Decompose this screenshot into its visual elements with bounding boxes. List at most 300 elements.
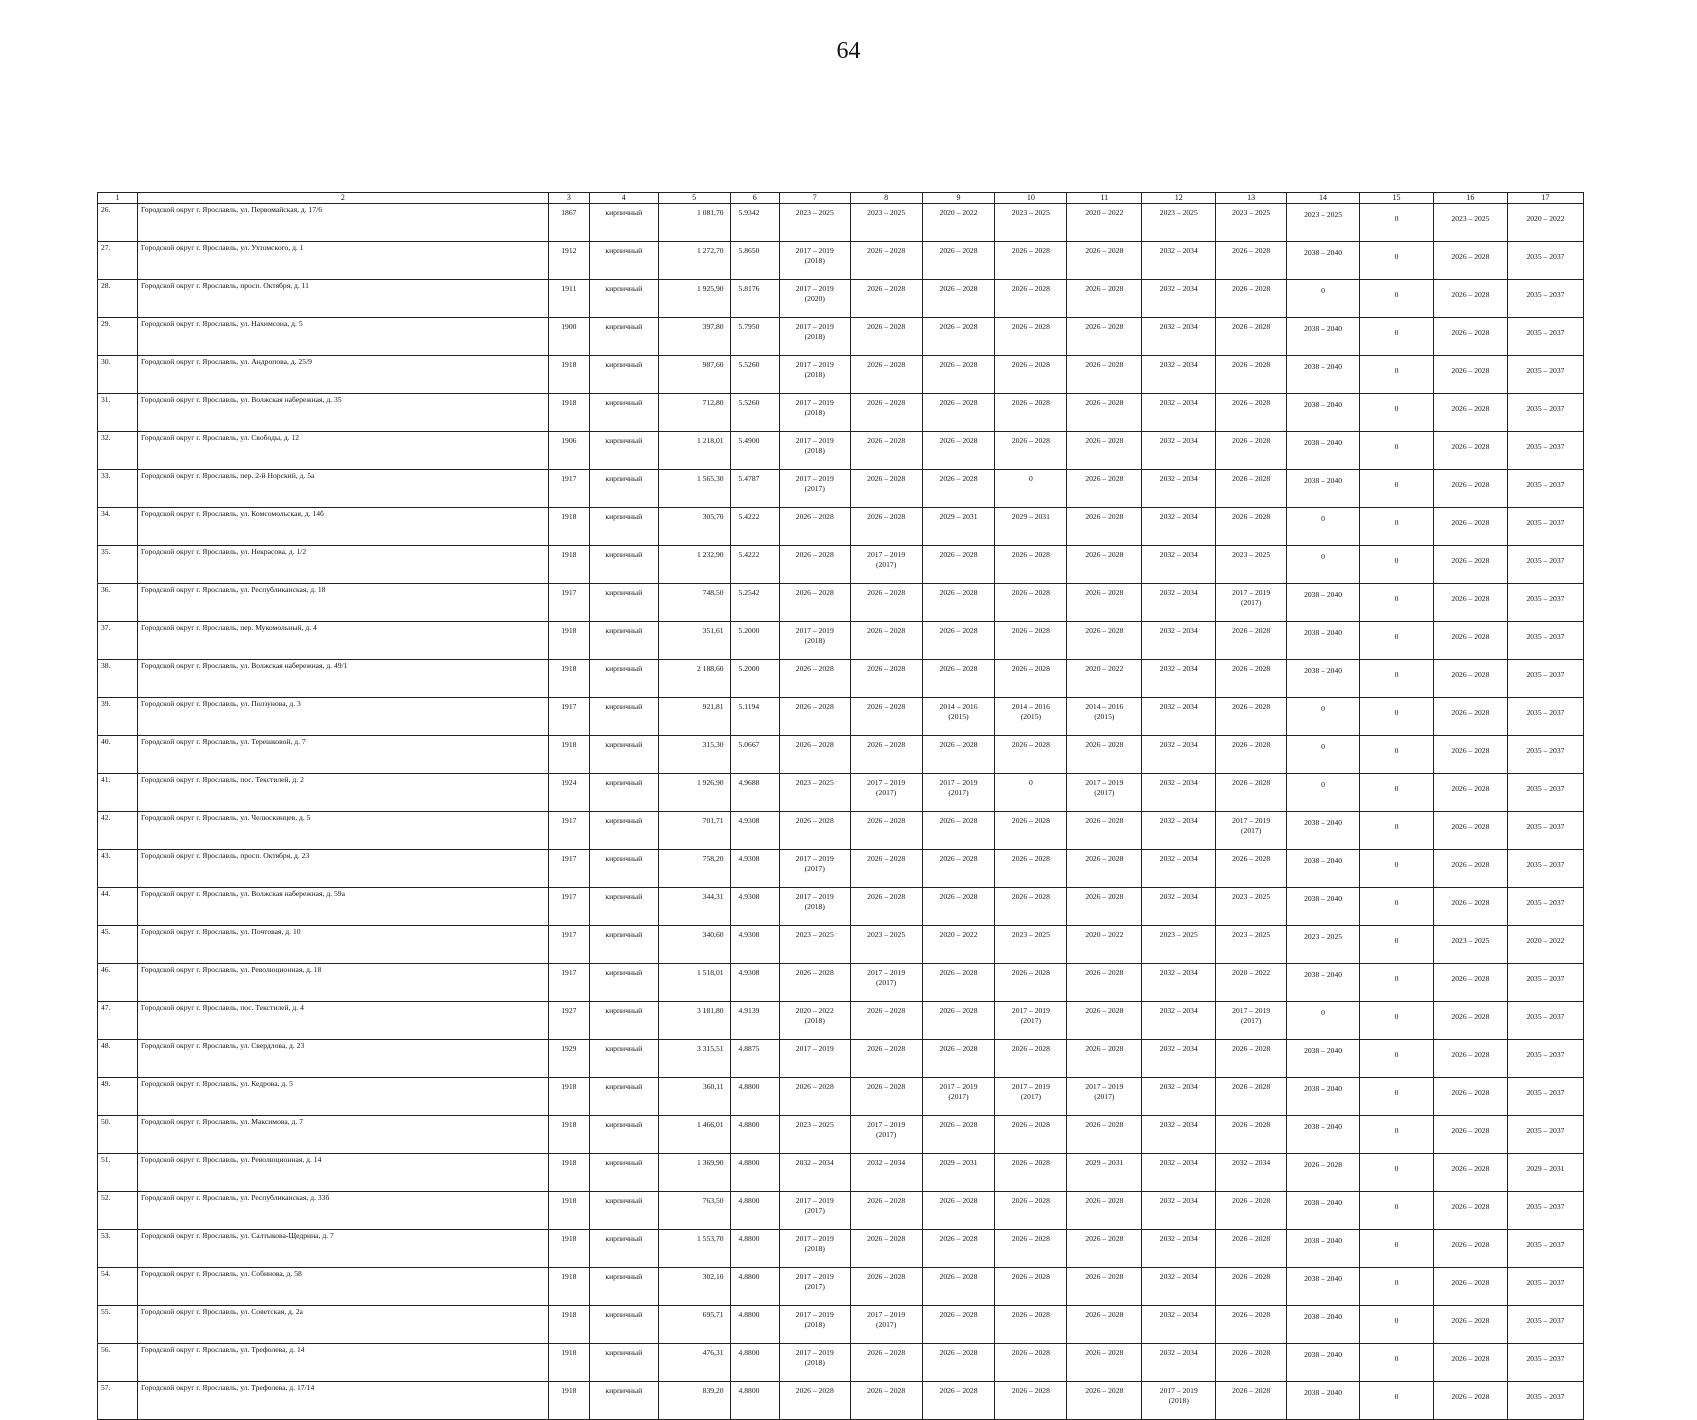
cell-period-col14: 2023 – 2025 (1287, 204, 1360, 242)
cell-address: Городской округ г. Ярославль, просп. Октября, д. 11 (138, 280, 549, 318)
table-row (98, 584, 1584, 622)
housing-table-container (97, 192, 1584, 1420)
cell-value-col15: 0 (1360, 1002, 1434, 1040)
cell-period-col16: 2026 – 2028 (1433, 546, 1507, 584)
cell-period-col13: 2020 – 2022 (1216, 964, 1287, 1002)
cell-period-col14: 2038 – 2040 (1287, 1344, 1360, 1382)
cell-value-col15: 0 (1360, 660, 1434, 698)
cell-period-col9: 2026 – 2028 (922, 1040, 995, 1078)
table-row (98, 470, 1584, 508)
cell-period-col16: 2026 – 2028 (1433, 812, 1507, 850)
cell-period-col8: 2026 – 2028 (850, 736, 922, 774)
cell-value-col15: 0 (1360, 622, 1434, 660)
cell-year-built: 1918 (548, 508, 589, 546)
cell-area: 695,71 (658, 1306, 730, 1344)
cell-period-col10: 2026 – 2028 (995, 812, 1067, 850)
cell-row-number: 34. (98, 508, 138, 546)
cell-period-col10: 2026 – 2028 (995, 1154, 1067, 1192)
cell-period-col11: 2020 – 2022 (1067, 204, 1142, 242)
cell-period-col10: 2026 – 2028 (995, 1230, 1067, 1268)
table-row (98, 660, 1584, 698)
cell-period-col17: 2035 – 2037 (1507, 888, 1583, 926)
cell-period-col17: 2035 – 2037 (1507, 1230, 1583, 1268)
cell-wall-material: кирпичный (589, 698, 658, 736)
table-row (98, 1002, 1584, 1040)
cell-period-col8: 2026 – 2028 (850, 394, 922, 432)
cell-period-col8: 2026 – 2028 (850, 356, 922, 394)
column-header: 1 (98, 193, 138, 204)
cell-period-col16: 2026 – 2028 (1433, 1344, 1507, 1382)
column-header: 12 (1142, 193, 1216, 204)
cell-period-col12: 2032 – 2034 (1142, 1268, 1216, 1306)
cell-period-col11: 2014 – 2016 (2015) (1067, 698, 1142, 736)
cell-year-built: 1867 (548, 204, 589, 242)
cell-period-col12: 2032 – 2034 (1142, 736, 1216, 774)
cell-period-col17: 2035 – 2037 (1507, 774, 1583, 812)
cell-score: 5.2542 (730, 584, 779, 622)
cell-score: 5.4222 (730, 508, 779, 546)
cell-period-col16: 2026 – 2028 (1433, 1230, 1507, 1268)
cell-period-col14: 2038 – 2040 (1287, 1078, 1360, 1116)
cell-period-col8: 2026 – 2028 (850, 508, 922, 546)
column-number-header-row (98, 193, 1584, 204)
cell-period-col10: 2026 – 2028 (995, 1268, 1067, 1306)
housing-table (97, 192, 1584, 1420)
cell-score: 5.4900 (730, 432, 779, 470)
cell-period-col8: 2026 – 2028 (850, 1344, 922, 1382)
cell-period-col11: 2026 – 2028 (1067, 888, 1142, 926)
cell-period-col9: 2026 – 2028 (922, 280, 995, 318)
cell-row-number: 41. (98, 774, 138, 812)
cell-address: Городской округ г. Ярославль, ул. Республиканская, д. 18 (138, 584, 549, 622)
cell-period-col14: 2038 – 2040 (1287, 584, 1360, 622)
table-row (98, 1154, 1584, 1192)
cell-period-col12: 2032 – 2034 (1142, 850, 1216, 888)
cell-period-col9: 2026 – 2028 (922, 1382, 995, 1420)
cell-period-col12: 2032 – 2034 (1142, 280, 1216, 318)
cell-address: Городской округ г. Ярославль, ул. Почтовая, д. 10 (138, 926, 549, 964)
cell-period-col11: 2029 – 2031 (1067, 1154, 1142, 1192)
cell-period-col16: 2026 – 2028 (1433, 1154, 1507, 1192)
cell-period-col17: 2035 – 2037 (1507, 1040, 1583, 1078)
cell-period-col9: 2026 – 2028 (922, 242, 995, 280)
cell-period-col8: 2017 – 2019 (2017) (850, 1116, 922, 1154)
cell-period-col7: 2026 – 2028 (779, 698, 850, 736)
cell-wall-material: кирпичный (589, 546, 658, 584)
cell-area: 1 272,70 (658, 242, 730, 280)
cell-period-col17: 2035 – 2037 (1507, 356, 1583, 394)
cell-period-col14: 2023 – 2025 (1287, 926, 1360, 964)
cell-period-col13: 2026 – 2028 (1216, 508, 1287, 546)
cell-period-col9: 2026 – 2028 (922, 356, 995, 394)
cell-score: 4.8800 (730, 1116, 779, 1154)
cell-period-col16: 2026 – 2028 (1433, 1306, 1507, 1344)
cell-area: 1 926,90 (658, 774, 730, 812)
cell-period-col7: 2017 – 2019 (2017) (779, 1268, 850, 1306)
cell-area: 305,70 (658, 508, 730, 546)
cell-period-col16: 2026 – 2028 (1433, 470, 1507, 508)
cell-period-col9: 2026 – 2028 (922, 584, 995, 622)
cell-row-number: 55. (98, 1306, 138, 1344)
cell-period-col11: 2026 – 2028 (1067, 394, 1142, 432)
cell-period-col13: 2023 – 2025 (1216, 204, 1287, 242)
cell-period-col13: 2026 – 2028 (1216, 242, 1287, 280)
cell-wall-material: кирпичный (589, 1268, 658, 1306)
cell-period-col12: 2032 – 2034 (1142, 1344, 1216, 1382)
cell-score: 4.8800 (730, 1154, 779, 1192)
cell-area: 340,60 (658, 926, 730, 964)
cell-period-col7: 2032 – 2034 (779, 1154, 850, 1192)
cell-period-col14: 2038 – 2040 (1287, 1116, 1360, 1154)
cell-year-built: 1917 (548, 584, 589, 622)
cell-period-col8: 2017 – 2019 (2017) (850, 774, 922, 812)
column-header: 15 (1360, 193, 1434, 204)
cell-year-built: 1918 (548, 1154, 589, 1192)
cell-period-col11: 2017 – 2019 (2017) (1067, 1078, 1142, 1116)
cell-period-col12: 2032 – 2034 (1142, 660, 1216, 698)
cell-period-col9: 2029 – 2031 (922, 1154, 995, 1192)
cell-period-col16: 2026 – 2028 (1433, 660, 1507, 698)
cell-row-number: 46. (98, 964, 138, 1002)
cell-period-col7: 2023 – 2025 (779, 204, 850, 242)
cell-wall-material: кирпичный (589, 736, 658, 774)
cell-period-col14: 2038 – 2040 (1287, 1230, 1360, 1268)
cell-year-built: 1927 (548, 1002, 589, 1040)
cell-period-col8: 2026 – 2028 (850, 318, 922, 356)
cell-score: 4.9308 (730, 850, 779, 888)
cell-period-col8: 2026 – 2028 (850, 1040, 922, 1078)
cell-year-built: 1918 (548, 1078, 589, 1116)
cell-period-col11: 2026 – 2028 (1067, 850, 1142, 888)
cell-period-col7: 2026 – 2028 (779, 584, 850, 622)
cell-score: 4.8875 (730, 1040, 779, 1078)
cell-score: 4.9308 (730, 812, 779, 850)
cell-period-col17: 2035 – 2037 (1507, 1192, 1583, 1230)
cell-period-col14: 2038 – 2040 (1287, 394, 1360, 432)
cell-wall-material: кирпичный (589, 1078, 658, 1116)
cell-row-number: 48. (98, 1040, 138, 1078)
cell-period-col14: 2038 – 2040 (1287, 1306, 1360, 1344)
cell-period-col17: 2020 – 2022 (1507, 204, 1583, 242)
cell-period-col7: 2017 – 2019 (2018) (779, 1230, 850, 1268)
cell-period-col13: 2023 – 2025 (1216, 888, 1287, 926)
cell-period-col9: 2026 – 2028 (922, 888, 995, 926)
cell-year-built: 1918 (548, 394, 589, 432)
cell-score: 4.8800 (730, 1382, 779, 1420)
cell-score: 4.9308 (730, 888, 779, 926)
cell-period-col16: 2026 – 2028 (1433, 850, 1507, 888)
cell-period-col7: 2026 – 2028 (779, 812, 850, 850)
cell-score: 4.8800 (730, 1306, 779, 1344)
cell-row-number: 39. (98, 698, 138, 736)
column-header: 8 (850, 193, 922, 204)
cell-area: 360,11 (658, 1078, 730, 1116)
table-row (98, 1192, 1584, 1230)
table-row (98, 204, 1584, 242)
cell-row-number: 27. (98, 242, 138, 280)
cell-address: Городской округ г. Ярославль, пос. Текстилей, д. 4 (138, 1002, 549, 1040)
cell-year-built: 1918 (548, 622, 589, 660)
cell-period-col16: 2023 – 2025 (1433, 204, 1507, 242)
cell-year-built: 1917 (548, 470, 589, 508)
cell-period-col13: 2026 – 2028 (1216, 698, 1287, 736)
cell-period-col11: 2026 – 2028 (1067, 280, 1142, 318)
cell-period-col17: 2035 – 2037 (1507, 1078, 1583, 1116)
cell-period-col10: 2026 – 2028 (995, 888, 1067, 926)
cell-period-col7: 2017 – 2019 (2018) (779, 356, 850, 394)
cell-period-col8: 2026 – 2028 (850, 1192, 922, 1230)
cell-period-col16: 2026 – 2028 (1433, 394, 1507, 432)
cell-period-col10: 2026 – 2028 (995, 280, 1067, 318)
cell-period-col10: 2026 – 2028 (995, 318, 1067, 356)
cell-period-col14: 0 (1287, 774, 1360, 812)
cell-period-col14: 2038 – 2040 (1287, 470, 1360, 508)
cell-period-col8: 2026 – 2028 (850, 698, 922, 736)
table-row (98, 508, 1584, 546)
cell-period-col14: 2038 – 2040 (1287, 1192, 1360, 1230)
cell-period-col11: 2026 – 2028 (1067, 546, 1142, 584)
cell-period-col12: 2023 – 2025 (1142, 926, 1216, 964)
cell-address: Городской округ г. Ярославль, ул. Челюскинцев, д. 5 (138, 812, 549, 850)
cell-row-number: 47. (98, 1002, 138, 1040)
cell-period-col17: 2035 – 2037 (1507, 660, 1583, 698)
cell-address: Городской округ г. Ярославль, ул. Максимова, д. 7 (138, 1116, 549, 1154)
cell-period-col8: 2026 – 2028 (850, 1078, 922, 1116)
cell-period-col14: 2038 – 2040 (1287, 1040, 1360, 1078)
cell-period-col8: 2017 – 2019 (2017) (850, 964, 922, 1002)
cell-period-col7: 2017 – 2019 (2018) (779, 432, 850, 470)
cell-period-col9: 2026 – 2028 (922, 470, 995, 508)
cell-address: Городской округ г. Ярославль, ул. Революционная, д. 14 (138, 1154, 549, 1192)
cell-period-col13: 2026 – 2028 (1216, 774, 1287, 812)
cell-wall-material: кирпичный (589, 1192, 658, 1230)
cell-period-col12: 2032 – 2034 (1142, 470, 1216, 508)
cell-address: Городской округ г. Ярославль, ул. Первомайская, д. 17/6 (138, 204, 549, 242)
cell-period-col12: 2032 – 2034 (1142, 1116, 1216, 1154)
cell-score: 4.8800 (730, 1192, 779, 1230)
cell-year-built: 1900 (548, 318, 589, 356)
cell-period-col9: 2026 – 2028 (922, 1116, 995, 1154)
cell-address: Городской округ г. Ярославль, ул. Свободы, д. 12 (138, 432, 549, 470)
cell-period-col12: 2032 – 2034 (1142, 356, 1216, 394)
cell-wall-material: кирпичный (589, 584, 658, 622)
cell-year-built: 1918 (548, 660, 589, 698)
cell-period-col14: 0 (1287, 736, 1360, 774)
cell-period-col8: 2026 – 2028 (850, 1002, 922, 1040)
cell-period-col11: 2026 – 2028 (1067, 812, 1142, 850)
cell-score: 5.4787 (730, 470, 779, 508)
cell-area: 315,30 (658, 736, 730, 774)
cell-address: Городской округ г. Ярославль, ул. Советская, д. 2а (138, 1306, 549, 1344)
cell-period-col14: 2038 – 2040 (1287, 660, 1360, 698)
cell-period-col7: 2017 – 2019 (2018) (779, 1344, 850, 1382)
cell-period-col8: 2026 – 2028 (850, 1230, 922, 1268)
cell-score: 4.8800 (730, 1230, 779, 1268)
cell-period-col10: 2026 – 2028 (995, 660, 1067, 698)
cell-period-col9: 2029 – 2031 (922, 508, 995, 546)
cell-value-col15: 0 (1360, 508, 1434, 546)
cell-wall-material: кирпичный (589, 1154, 658, 1192)
cell-row-number: 38. (98, 660, 138, 698)
cell-period-col8: 2026 – 2028 (850, 812, 922, 850)
cell-value-col15: 0 (1360, 1154, 1434, 1192)
cell-area: 1 232,90 (658, 546, 730, 584)
cell-year-built: 1917 (548, 926, 589, 964)
cell-value-col15: 0 (1360, 1192, 1434, 1230)
cell-area: 1 466,01 (658, 1116, 730, 1154)
cell-score: 5.0667 (730, 736, 779, 774)
cell-period-col10: 2017 – 2019 (2017) (995, 1078, 1067, 1116)
cell-area: 839,20 (658, 1382, 730, 1420)
cell-year-built: 1918 (548, 1344, 589, 1382)
cell-period-col17: 2035 – 2037 (1507, 1116, 1583, 1154)
cell-period-col9: 2026 – 2028 (922, 1192, 995, 1230)
cell-period-col9: 2020 – 2022 (922, 204, 995, 242)
cell-period-col16: 2026 – 2028 (1433, 1116, 1507, 1154)
cell-address: Городской округ г. Ярославль, ул. Собинова, д. 58 (138, 1268, 549, 1306)
table-row (98, 1078, 1584, 1116)
cell-period-col14: 2038 – 2040 (1287, 242, 1360, 280)
cell-wall-material: кирпичный (589, 204, 658, 242)
cell-area: 758,20 (658, 850, 730, 888)
cell-period-col14: 2038 – 2040 (1287, 1268, 1360, 1306)
cell-wall-material: кирпичный (589, 432, 658, 470)
cell-period-col17: 2035 – 2037 (1507, 622, 1583, 660)
cell-period-col16: 2026 – 2028 (1433, 1268, 1507, 1306)
table-row (98, 774, 1584, 812)
cell-period-col16: 2026 – 2028 (1433, 622, 1507, 660)
cell-area: 712,80 (658, 394, 730, 432)
table-row (98, 1306, 1584, 1344)
cell-value-col15: 0 (1360, 280, 1434, 318)
cell-year-built: 1917 (548, 888, 589, 926)
cell-period-col12: 2032 – 2034 (1142, 1154, 1216, 1192)
cell-value-col15: 0 (1360, 812, 1434, 850)
cell-period-col16: 2026 – 2028 (1433, 1040, 1507, 1078)
table-row (98, 1344, 1584, 1382)
cell-period-col16: 2026 – 2028 (1433, 584, 1507, 622)
cell-period-col11: 2020 – 2022 (1067, 926, 1142, 964)
table-row (98, 546, 1584, 584)
cell-period-col13: 2026 – 2028 (1216, 736, 1287, 774)
cell-period-col9: 2026 – 2028 (922, 318, 995, 356)
cell-wall-material: кирпичный (589, 888, 658, 926)
cell-period-col9: 2026 – 2028 (922, 1306, 995, 1344)
cell-period-col13: 2026 – 2028 (1216, 356, 1287, 394)
cell-address: Городской округ г. Ярославль, ул. Андропова, д. 25/9 (138, 356, 549, 394)
cell-period-col14: 2038 – 2040 (1287, 888, 1360, 926)
cell-address: Городской округ г. Ярославль, ул. Кедрова, д. 5 (138, 1078, 549, 1116)
table-row (98, 1116, 1584, 1154)
cell-period-col17: 2035 – 2037 (1507, 318, 1583, 356)
cell-area: 3 181,80 (658, 1002, 730, 1040)
cell-period-col16: 2026 – 2028 (1433, 1002, 1507, 1040)
cell-period-col8: 2023 – 2025 (850, 926, 922, 964)
cell-period-col17: 2029 – 2031 (1507, 1154, 1583, 1192)
table-row (98, 432, 1584, 470)
cell-period-col13: 2026 – 2028 (1216, 1040, 1287, 1078)
cell-address: Городской округ г. Ярославль, ул. Салтыкова-Щедрина, д. 7 (138, 1230, 549, 1268)
cell-period-col17: 2035 – 2037 (1507, 736, 1583, 774)
cell-period-col9: 2026 – 2028 (922, 1002, 995, 1040)
cell-wall-material: кирпичный (589, 1230, 658, 1268)
cell-period-col12: 2032 – 2034 (1142, 622, 1216, 660)
table-body (98, 193, 1584, 1420)
cell-value-col15: 0 (1360, 888, 1434, 926)
cell-period-col11: 2026 – 2028 (1067, 1192, 1142, 1230)
cell-period-col11: 2026 – 2028 (1067, 1382, 1142, 1420)
cell-score: 5.8650 (730, 242, 779, 280)
cell-period-col9: 2017 – 2019 (2017) (922, 774, 995, 812)
cell-year-built: 1918 (548, 546, 589, 584)
cell-period-col14: 0 (1287, 546, 1360, 584)
cell-period-col13: 2026 – 2028 (1216, 1078, 1287, 1116)
cell-period-col7: 2017 – 2019 (2018) (779, 622, 850, 660)
cell-period-col14: 2038 – 2040 (1287, 622, 1360, 660)
cell-score: 5.1194 (730, 698, 779, 736)
cell-period-col7: 2017 – 2019 (2018) (779, 394, 850, 432)
table-row (98, 1382, 1584, 1420)
cell-period-col14: 2038 – 2040 (1287, 356, 1360, 394)
cell-year-built: 1924 (548, 774, 589, 812)
cell-period-col12: 2032 – 2034 (1142, 1230, 1216, 1268)
cell-period-col11: 2026 – 2028 (1067, 318, 1142, 356)
cell-period-col12: 2032 – 2034 (1142, 432, 1216, 470)
cell-wall-material: кирпичный (589, 470, 658, 508)
cell-period-col17: 2035 – 2037 (1507, 546, 1583, 584)
table-row (98, 964, 1584, 1002)
cell-period-col11: 2026 – 2028 (1067, 1002, 1142, 1040)
cell-period-col12: 2032 – 2034 (1142, 318, 1216, 356)
cell-period-col7: 2026 – 2028 (779, 508, 850, 546)
cell-period-col7: 2017 – 2019 (2017) (779, 850, 850, 888)
cell-value-col15: 0 (1360, 1344, 1434, 1382)
cell-period-col8: 2026 – 2028 (850, 888, 922, 926)
cell-period-col13: 2026 – 2028 (1216, 622, 1287, 660)
cell-row-number: 53. (98, 1230, 138, 1268)
cell-address: Городской округ г. Ярославль, ул. Ухтомского, д. 1 (138, 242, 549, 280)
cell-period-col9: 2026 – 2028 (922, 1268, 995, 1306)
cell-period-col12: 2032 – 2034 (1142, 1306, 1216, 1344)
cell-area: 351,61 (658, 622, 730, 660)
cell-period-col13: 2026 – 2028 (1216, 470, 1287, 508)
cell-period-col12: 2032 – 2034 (1142, 242, 1216, 280)
cell-period-col12: 2032 – 2034 (1142, 964, 1216, 1002)
cell-period-col16: 2026 – 2028 (1433, 1192, 1507, 1230)
cell-period-col14: 0 (1287, 280, 1360, 318)
cell-period-col13: 2032 – 2034 (1216, 1154, 1287, 1192)
cell-period-col17: 2035 – 2037 (1507, 1306, 1583, 1344)
cell-value-col15: 0 (1360, 584, 1434, 622)
cell-row-number: 57. (98, 1382, 138, 1420)
cell-value-col15: 0 (1360, 432, 1434, 470)
cell-period-col13: 2026 – 2028 (1216, 1382, 1287, 1420)
cell-row-number: 52. (98, 1192, 138, 1230)
cell-period-col14: 2038 – 2040 (1287, 1382, 1360, 1420)
cell-period-col8: 2026 – 2028 (850, 584, 922, 622)
cell-period-col13: 2026 – 2028 (1216, 1268, 1287, 1306)
cell-score: 4.9139 (730, 1002, 779, 1040)
column-header: 9 (922, 193, 995, 204)
table-row (98, 622, 1584, 660)
cell-period-col12: 2032 – 2034 (1142, 508, 1216, 546)
cell-period-col10: 2029 – 2031 (995, 508, 1067, 546)
cell-wall-material: кирпичный (589, 1382, 658, 1420)
cell-area: 1 565,30 (658, 470, 730, 508)
cell-period-col16: 2026 – 2028 (1433, 356, 1507, 394)
column-header: 17 (1507, 193, 1583, 204)
table-row (98, 926, 1584, 964)
